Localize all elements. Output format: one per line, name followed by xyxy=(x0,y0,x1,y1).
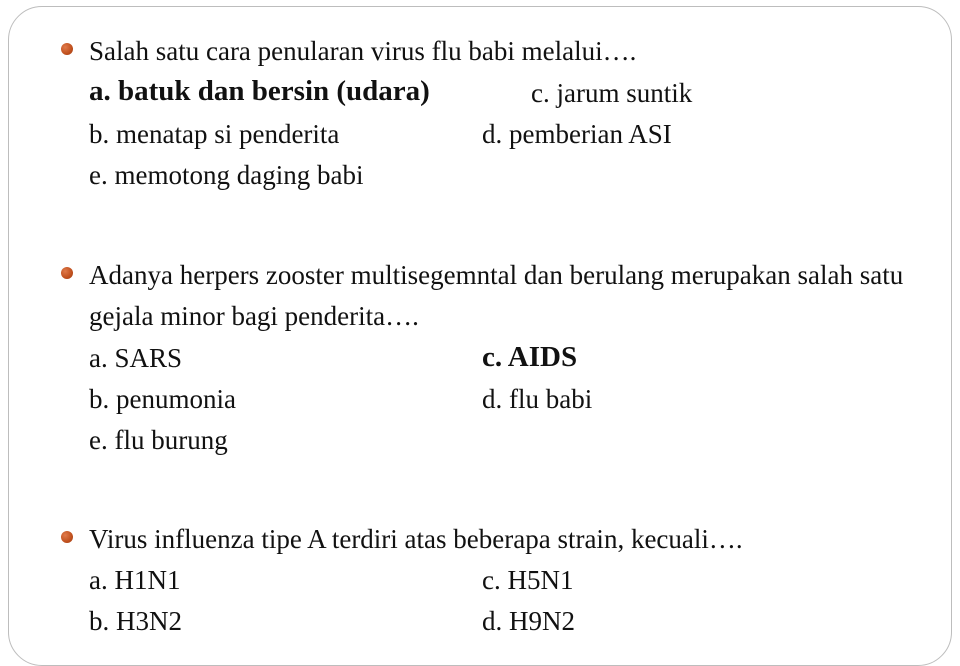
option-e: e. memotong daging babi xyxy=(89,160,364,190)
option-d: d. H9N2 xyxy=(482,606,575,636)
option-a: a. H1N1 xyxy=(89,565,181,595)
question-stem: Salah satu cara penularan virus flu babi melalui…. xyxy=(89,36,637,66)
option-a: a. SARS xyxy=(89,343,183,373)
option-a-answer: a. batuk dan bersin (udara) xyxy=(89,75,430,107)
bullet-icon xyxy=(61,531,73,543)
question-stem: Adanya herpers zooster multisegemntal dan berulang merupakan salah satu gejala minor bagi penderita…. xyxy=(89,260,904,331)
option-d: d. pemberian ASI xyxy=(482,119,672,149)
option-e: e. flu burung xyxy=(89,425,228,455)
option-b: b. H3N2 xyxy=(89,606,182,636)
option-c: c. H5N1 xyxy=(482,565,574,595)
bullet-icon xyxy=(61,43,73,55)
bullet-icon xyxy=(61,267,73,279)
option-b: b. penumonia xyxy=(89,384,236,414)
question-stem: Virus influenza tipe A terdiri atas beberapa strain, kecuali…. xyxy=(89,524,743,554)
option-c: c. jarum suntik xyxy=(531,78,693,108)
slide-frame xyxy=(8,6,952,666)
option-b: b. menatap si penderita xyxy=(89,119,340,149)
option-c-answer: c. AIDS xyxy=(482,341,578,373)
option-d: d. flu babi xyxy=(482,384,593,414)
